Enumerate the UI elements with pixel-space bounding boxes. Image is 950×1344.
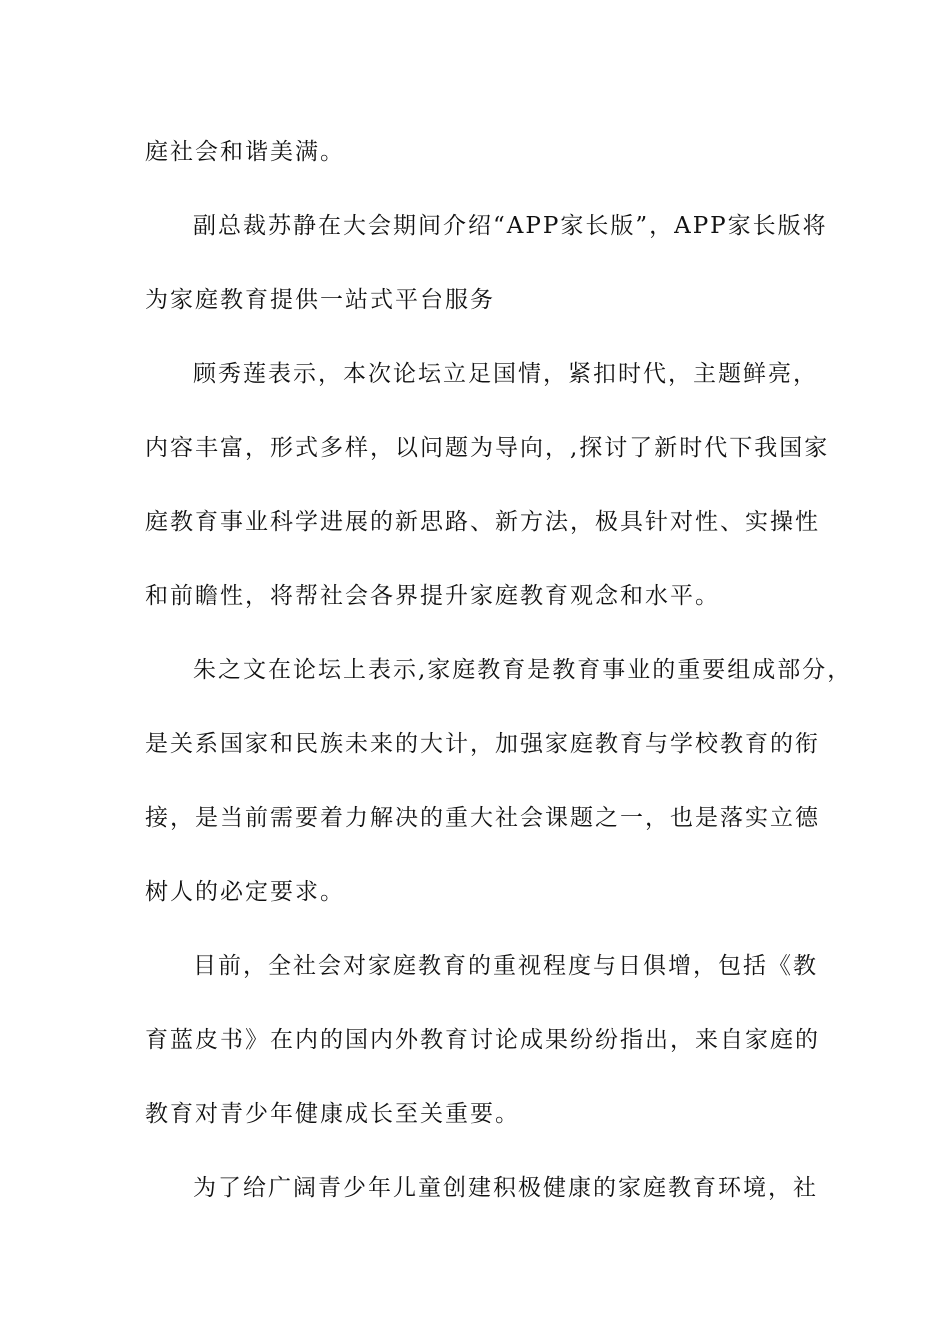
text-line: 为家庭教育提供一站式平台服务	[145, 287, 495, 313]
text-line: 庭社会和谐美满。	[145, 139, 345, 165]
text-line: 教育对青少年健康成长至关重要。	[145, 1101, 520, 1127]
text-line: 内容丰富，形式多样，以问题为导向，,探讨了新时代下我国家	[145, 435, 830, 461]
paragraph-first-line: 副总裁苏静在大会期间介绍“APP家长版”，APP家长版将	[193, 213, 828, 239]
text-line: 和前瞻性，将帮社会各界提升家庭教育观念和水平。	[145, 583, 720, 609]
paragraph-first-line: 为了给广阔青少年儿童创建积极健康的家庭教育环境，社	[193, 1175, 818, 1201]
paragraph-first-line: 顾秀莲表示，本次论坛立足国情，紧扣时代，主题鲜亮，	[193, 361, 818, 387]
text-line: 是关系国家和民族未来的大计，加强家庭教育与学校教育的衔	[145, 731, 820, 757]
paragraph-first-line: 朱之文在论坛上表示,家庭教育是教育事业的重要组成部分，	[193, 657, 853, 683]
paragraph-first-line: 目前，全社会对家庭教育的重视程度与日俱增，包括《教	[193, 953, 818, 979]
text-line: 庭教育事业科学进展的新思路、新方法，极具针对性、实操性	[145, 509, 820, 535]
text-line: 育蓝皮书》在内的国内外教育讨论成果纷纷指出，来自家庭的	[145, 1027, 820, 1053]
text-line: 接，是当前需要着力解决的重大社会课题之一，也是落实立德	[145, 805, 820, 831]
text-line: 树人的必定要求。	[145, 879, 345, 905]
